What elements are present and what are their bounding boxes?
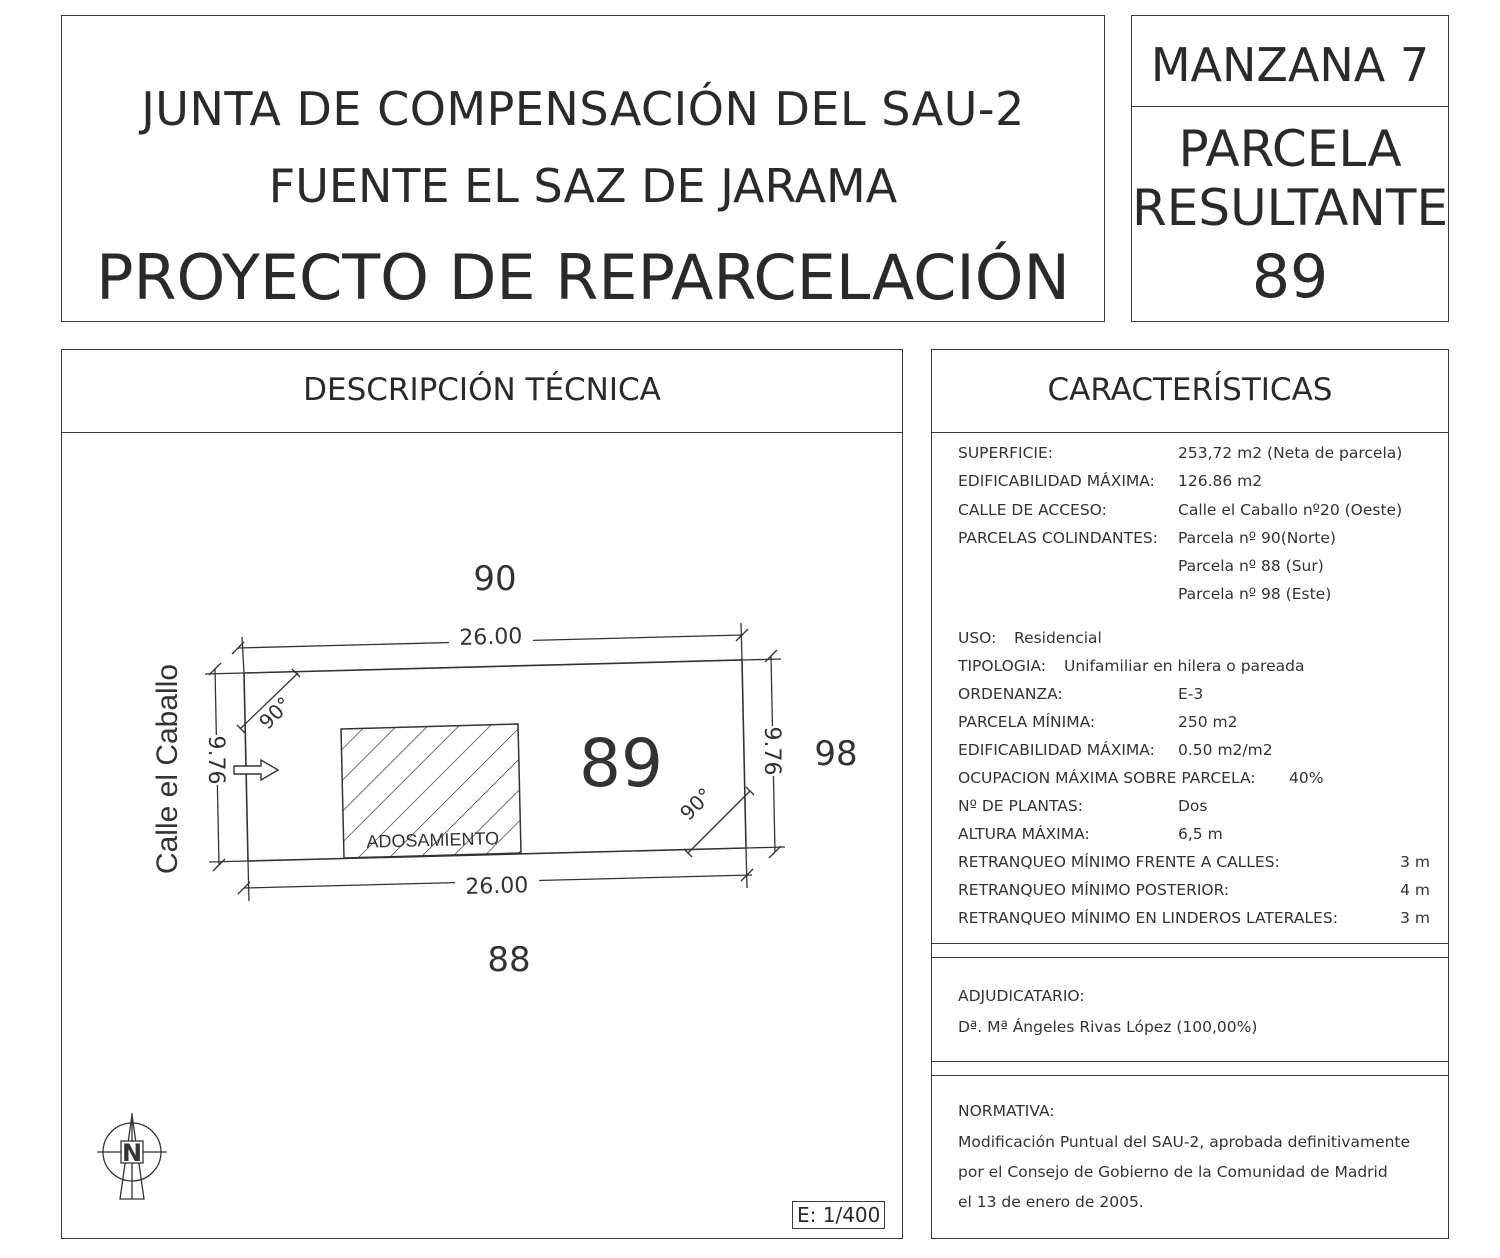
bottom-dimension-label: 26.00 (465, 873, 529, 900)
superficie-label: SUPERFICIE: (958, 444, 1053, 462)
neighbor-south: 88 (487, 940, 531, 980)
plantas-value: Dos (1178, 797, 1208, 815)
uso-label: USO: (958, 629, 997, 647)
street-name: Calle el Caballo (151, 663, 184, 875)
colindante-east: Parcela nº 98 (Este) (1178, 585, 1332, 603)
tipologia-label: TIPOLOGIA: (958, 657, 1047, 675)
top-dimension-label: 26.00 (459, 624, 523, 651)
header-line-3: PROYECTO DE REPARCELACIÓN (96, 241, 1070, 314)
manzana-label: MANZANA 7 (1150, 38, 1430, 92)
characteristics-title: CARACTERÍSTICAS (1047, 372, 1333, 408)
left-dimension-label: 9.76 (203, 735, 228, 785)
retranqueo-laterales-value: 3 m (1400, 909, 1430, 927)
technical-description-title: DESCRIPCIÓN TÉCNICA (303, 372, 661, 408)
calle-acceso-value: Calle el Caballo nº20 (Oeste) (1178, 501, 1403, 519)
superficie-value: 253,72 m2 (Neta de parcela) (1178, 444, 1403, 462)
section-divider (932, 1075, 1448, 1076)
section-divider (932, 943, 1448, 944)
normativa-line-1: Modificación Puntual del SAU-2, aprobada definitivamente (958, 1133, 1411, 1151)
north-letter: N (121, 1139, 143, 1167)
ocupacion-value: 40% (1289, 769, 1324, 787)
parcela-label: PARCELA (1178, 120, 1402, 178)
edif-max-value: 0.50 m2/m2 (1178, 741, 1273, 759)
right-dimension-label: 9.76 (759, 726, 784, 776)
access-arrow-icon (234, 760, 278, 780)
angle-bottom-right-label: 90° (675, 783, 718, 826)
resultante-label: RESULTANTE (1132, 179, 1449, 237)
section-divider (932, 957, 1448, 958)
neighbor-north: 90 (473, 559, 517, 599)
calle-acceso-label: CALLE DE ACCESO: (958, 501, 1107, 519)
neighbor-east: 98 (814, 734, 858, 774)
retranqueo-posterior-value: 4 m (1400, 881, 1430, 899)
colindante-south: Parcela nº 88 (Sur) (1178, 557, 1324, 575)
retranqueo-frente-label: RETRANQUEO MÍNIMO FRENTE A CALLES: (958, 853, 1280, 871)
characteristics-header (932, 350, 1448, 433)
plot-parcel-number: 89 (579, 725, 663, 802)
parcela-minima-value: 250 m2 (1178, 713, 1238, 731)
parcela-minima-label: PARCELA MÍNIMA: (958, 713, 1096, 731)
edif-max-label: EDIFICABILIDAD MÁXIMA: (958, 741, 1155, 759)
scale-label: E: 1/400 (792, 1201, 885, 1229)
technical-description-panel (61, 349, 903, 1239)
plantas-label: Nº DE PLANTAS: (958, 797, 1083, 815)
colindantes-label: PARCELAS COLINDANTES: (958, 529, 1158, 547)
normativa-label: NORMATIVA: (958, 1102, 1055, 1120)
adosamiento-label: ADOSAMIENTO (366, 828, 500, 852)
parcela-number: 89 (1251, 242, 1329, 312)
adjudicatario-value: Dª. Mª Ángeles Rivas López (100,00%) (958, 1018, 1258, 1036)
altura-value: 6,5 m (1178, 825, 1223, 843)
tipologia-value: Unifamiliar en hilera o pareada (1064, 657, 1305, 675)
ordenanza-value: E-3 (1178, 685, 1204, 703)
characteristics-panel (931, 349, 1449, 1239)
angle-top-left-label: 90° (254, 692, 297, 735)
normativa-line-2: por el Consejo de Gobierno de la Comunidad de Madrid (958, 1163, 1388, 1181)
retranqueo-frente-value: 3 m (1400, 853, 1430, 871)
colindante-north: Parcela nº 90(Norte) (1178, 529, 1336, 547)
edificabilidad-label: EDIFICABILIDAD MÁXIMA: (958, 472, 1155, 490)
adjudicatario-label: ADJUDICATARIO: (958, 987, 1085, 1005)
retranqueo-posterior-label: RETRANQUEO MÍNIMO POSTERIOR: (958, 881, 1230, 899)
ocupacion-label: OCUPACION MÁXIMA SOBRE PARCELA: (958, 769, 1256, 787)
edificabilidad-value: 126.86 m2 (1178, 472, 1263, 490)
retranqueo-laterales-label: RETRANQUEO MÍNIMO EN LINDEROS LATERALES: (958, 909, 1338, 927)
header-line-1: JUNTA DE COMPENSACIÓN DEL SAU-2 (141, 82, 1025, 136)
ordenanza-label: ORDENANZA: (958, 685, 1063, 703)
section-divider (932, 1061, 1448, 1062)
header-line-2: FUENTE EL SAZ DE JARAMA (268, 159, 898, 213)
uso-value: Residencial (1014, 629, 1102, 647)
altura-label: ALTURA MÁXIMA: (958, 825, 1090, 843)
normativa-line-3: el 13 de enero de 2005. (958, 1193, 1144, 1211)
